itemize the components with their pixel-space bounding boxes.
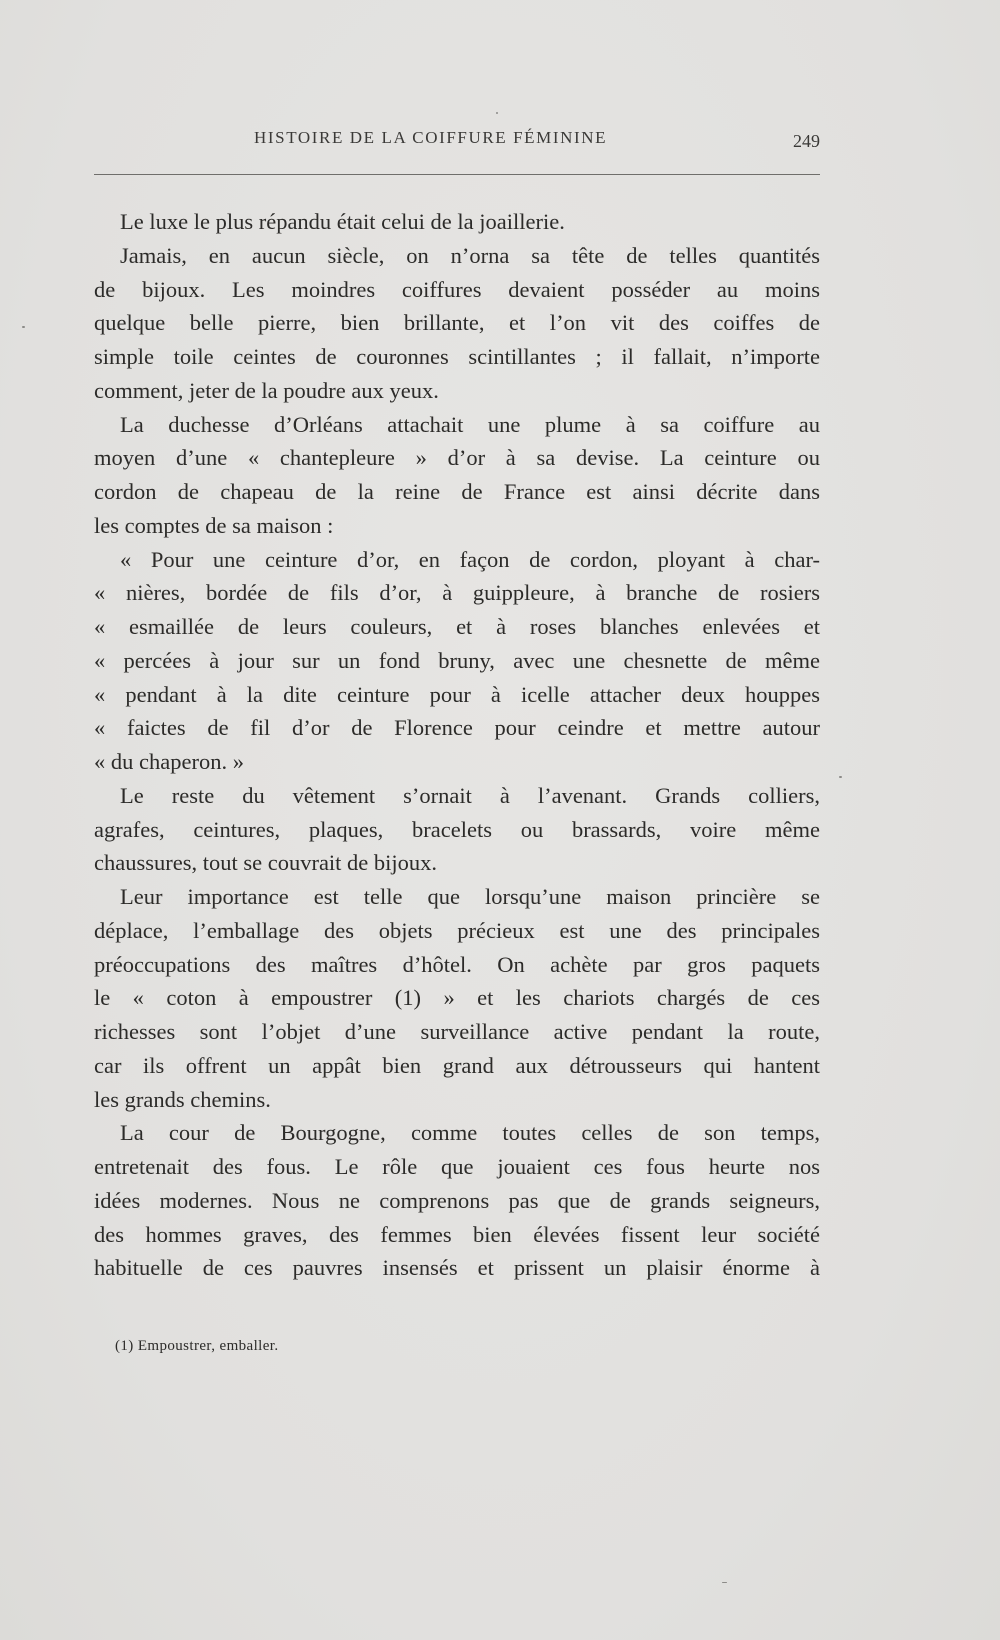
text-line: « nières, bordée de fils d’or, à guippleure, à branche de rosiers	[94, 580, 820, 606]
text-line: richesses sont l’objet d’une surveillance active pendant la route,	[94, 1019, 820, 1044]
text-line: La cour de Bourgogne, comme toutes celles de son temps,	[120, 1120, 820, 1146]
text-line: entretenait des fous. Le rôle que jouaient ces fous heurte nos	[94, 1154, 820, 1179]
text-line: Le reste du vêtement s’ornait à l’avenant. Grands colliers,	[120, 782, 820, 808]
scan-speck	[22, 326, 25, 328]
text-line: moyen d’une « chantepleure » d’or à sa devise. La ceinture ou	[94, 445, 820, 471]
scan-speck	[722, 1582, 727, 1583]
text-line: les grands chemins.	[94, 1086, 271, 1112]
text-line: « percées à jour sur un fond bruny, avec une chesnette de même	[94, 647, 820, 673]
text-line: les comptes de sa maison :	[94, 512, 334, 538]
text-line: « esmaillée de leurs couleurs, et à roses blanches enlevées et	[94, 614, 820, 639]
text-line: chaussures, tout se couvrait de bijoux.	[94, 850, 438, 876]
text-line: idées modernes. Nous ne comprenons pas que de grands seigneurs,	[94, 1187, 820, 1213]
scan-speck	[839, 776, 842, 778]
text-line: simple toile ceintes de couronnes scintillantes ; il fallait, n’importe	[94, 344, 820, 369]
text-line: déplace, l’emballage des objets précieux est une des principales	[94, 917, 820, 943]
text-line: comment, jeter de la poudre aux yeux.	[94, 377, 439, 403]
text-line: agrafes, ceintures, plaques, bracelets ou brassards, voire même	[94, 816, 820, 842]
text-line: préoccupations des maîtres d’hôtel. On achète par gros paquets	[94, 951, 820, 977]
text-line: car ils offrent un appât bien grand aux détrousseurs qui hantent	[94, 1052, 820, 1078]
text-line: Jamais, en aucun siècle, on n’orna sa tête de telles quantités	[120, 242, 820, 268]
page-number: 249	[793, 131, 820, 151]
text-line: « Pour une ceinture d’or, en façon de cordon, ployant à char-	[120, 546, 820, 572]
header-rule	[94, 174, 820, 175]
text-line: « faictes de fil d’or de Florence pour ceindre et mettre autour	[94, 715, 820, 741]
text-line: Le luxe le plus répandu était celui de la joaillerie.	[120, 209, 565, 234]
body-text	[94, 205, 820, 1285]
text-line: le « coton à empoustrer (1) » et les chariots chargés de ces	[94, 985, 820, 1011]
footnote: (1) Empoustrer, emballer.	[115, 1338, 279, 1354]
text-line: « du chaperon. »	[94, 749, 244, 774]
text-line: des hommes graves, des femmes bien élevées fissent leur société	[94, 1221, 820, 1247]
running-title: HISTOIRE DE LA COIFFURE FÉMININE	[254, 128, 608, 147]
text-line: « pendant à la dite ceinture pour à icelle attacher deux houppes	[94, 681, 820, 707]
text-line: Leur importance est telle que lorsqu’une maison princière se	[120, 884, 820, 909]
text-line: quelque belle pierre, bien brillante, et l’on vit des coiffes de	[94, 310, 820, 336]
text-line: de bijoux. Les moindres coiffures devaient posséder au moins	[94, 276, 820, 302]
scan-speck	[496, 112, 498, 114]
text-line: cordon de chapeau de la reine de France est ainsi décrite dans	[94, 479, 820, 504]
running-head	[94, 128, 820, 154]
text-line: La duchesse d’Orléans attachait une plume à sa coiffure au	[120, 411, 820, 437]
text-line: habituelle de ces pauvres insensés et prissent un plaisir énorme à	[94, 1255, 820, 1281]
